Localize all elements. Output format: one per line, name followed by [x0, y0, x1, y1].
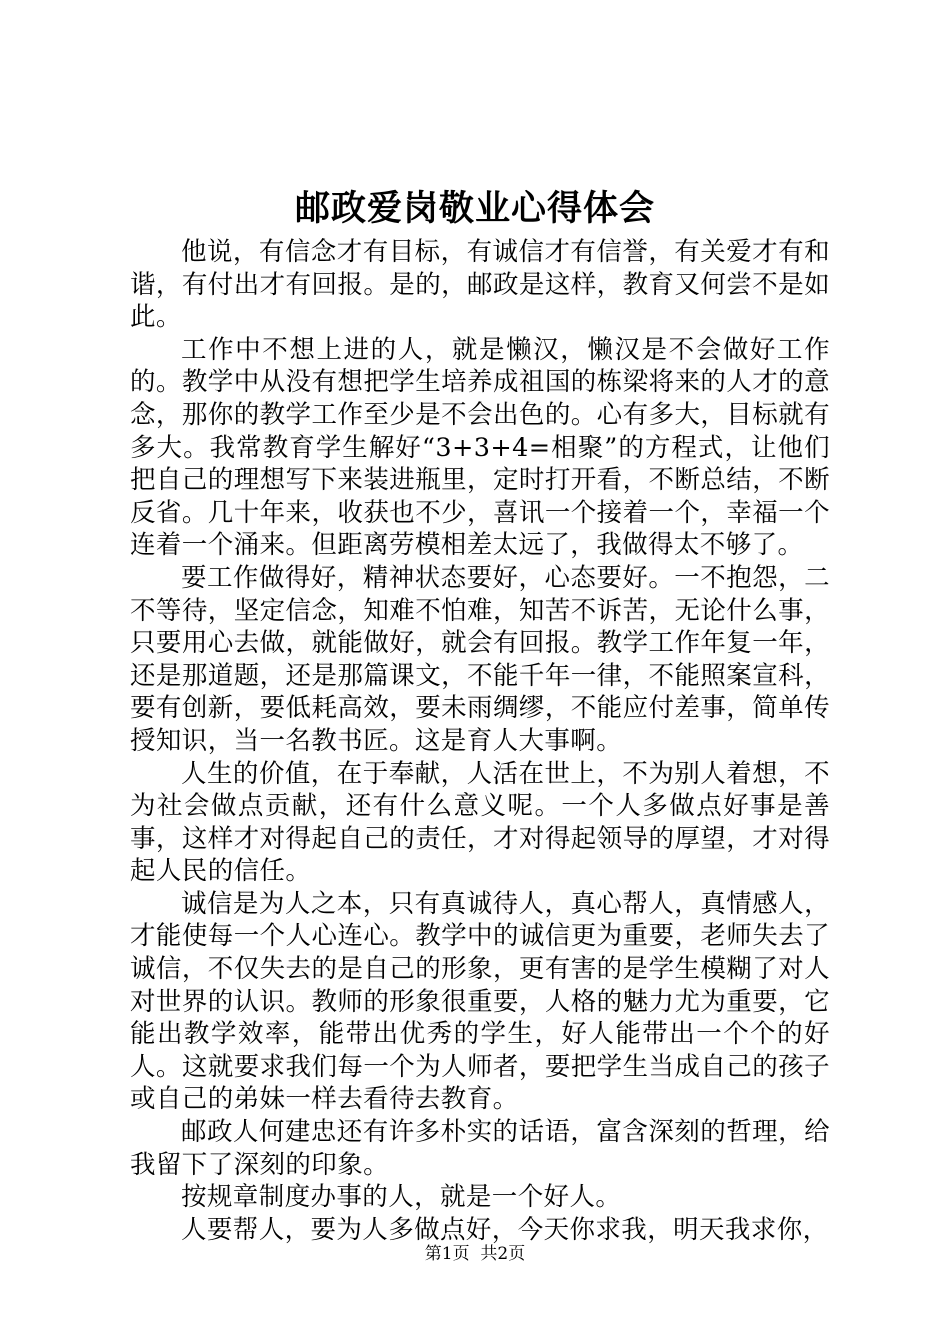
paragraph-3: 要工作做得好，精神状态要好，心态要好。一不抱怨，二不等待，坚定信念，知难不怕难，知苦不诉苦，无论什么事，只要用心去做，就能做好，就会有回报。教学工作年复一年，还是那道题，还是那篇课文，不能千年一律，不能照案宣科，要有创新，要低耗高效，要未雨绸缪，不能应付差事，简单传授知识，当一名教书匠。这是育人大事啊。 [130, 562, 830, 756]
paragraph-8: 人要帮人，要为人多做点好，今天你求我，明天我求你， [181, 1214, 829, 1245]
paragraph-5: 诚信是为人之本，只有真诚待人，真心帮人，真情感人，才能使每一个人心连心。教学中的诚信更为重要，老师失去了诚信，不仅失去的是自己的形象，更有害的是学生模糊了对人对世界的认识。教师的形象很重要，人格的魅力尤为重要，它能出教学效率，能带出优秀的学生，好人能带出一个个的好人。这就要求我们每一个为人师者，要把学生当成自己的孩子或自己的弟妹一样去看待去教育。 [130, 888, 830, 1115]
page-number: 第1页 [424, 1244, 470, 1264]
paragraph-6: 邮政人何建忠还有许多朴实的话语，富含深刻的哲理，给我留下了深刻的印象。 [130, 1117, 830, 1180]
paragraph-7: 按规章制度办事的人，就是一个好人。 [181, 1182, 622, 1213]
paragraph-1: 他说，有信念才有目标，有诚信才有信誉，有关爱才有和谐，有付出才有回报。是的，邮政是这样，教育又何尝不是如此。 [130, 237, 830, 333]
paragraph-2: 工作中不想上进的人，就是懒汉，懒汉是不会做好工作的。教学中从没有想把学生培养成祖国的栋梁将来的人才的意念，那你的教学工作至少是不会出色的。心有多大，目标就有多大。我常教育学生解好“3+3+4=相聚”的方程式，让他们把自己的理想写下来装进瓶里，定时打开看，不断总结，不断反省。几十年来，收获也不少，喜讯一个接着一个，幸福一个连着一个涌来。但距离劳模相差太远了，我做得太不够了。 [130, 334, 830, 561]
page-total: 共2页 [480, 1244, 526, 1264]
paragraph-4: 人生的价值，在于奉献，人活在世上，不为别人着想，不为社会做点贡献，还有什么意义呢。一个人多做点好事是善事，这样才对得起自己的责任，才对得起领导的厚望，才对得起人民的信任。 [130, 758, 830, 887]
page-footer [0, 1242, 950, 1266]
document-title: 邮政爱岗敬业心得体会 [294, 188, 655, 229]
document-body [130, 236, 830, 1246]
